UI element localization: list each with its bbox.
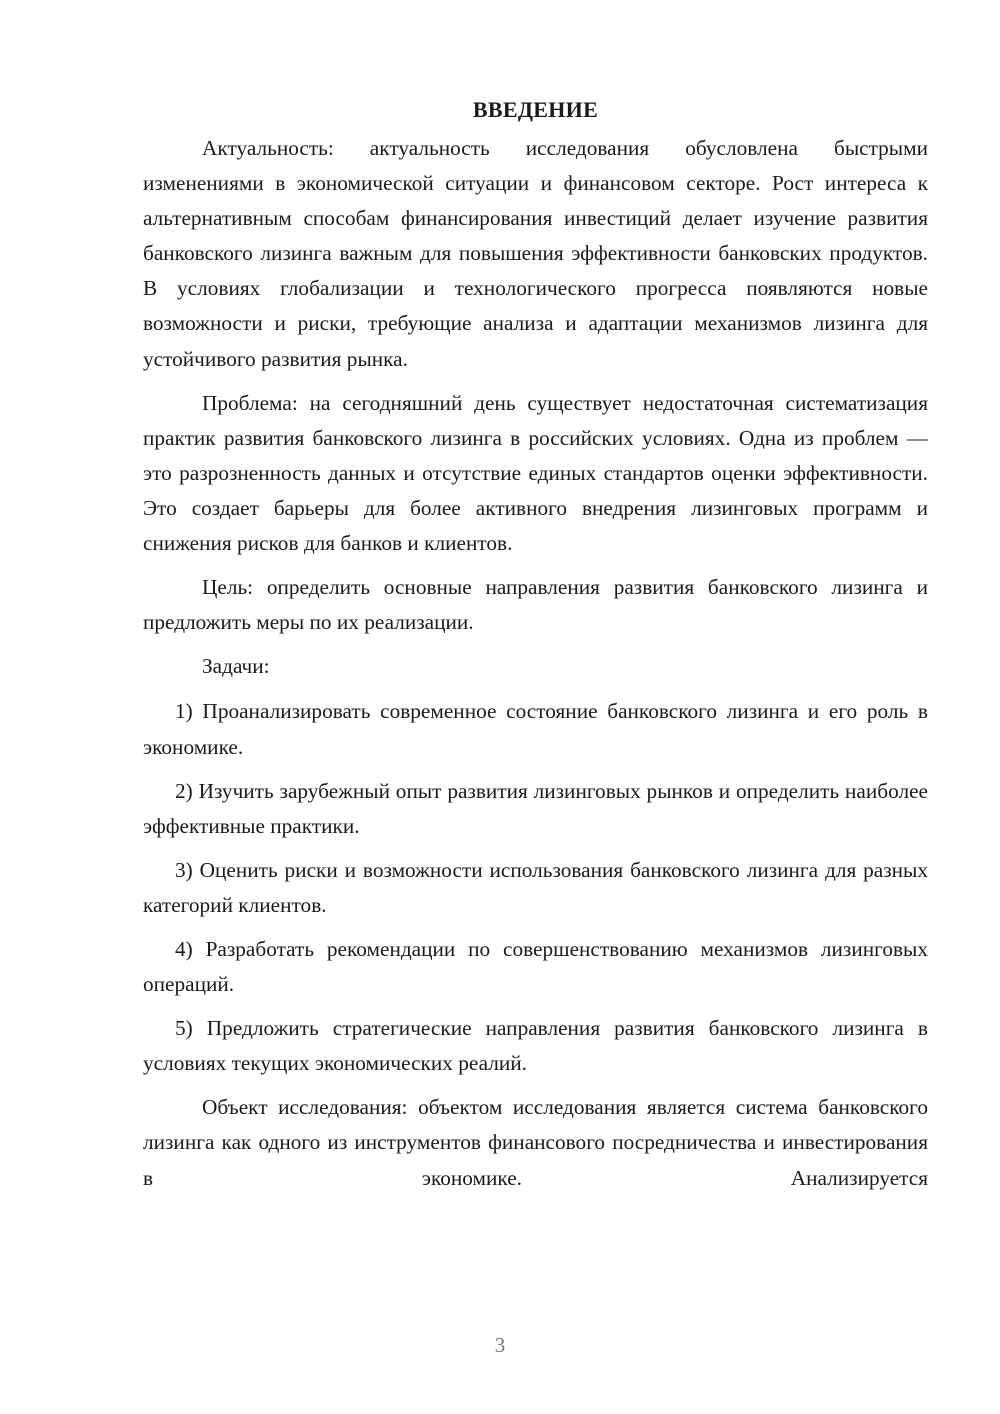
list-item: 4) Разработать рекомендации по совершенствованию механизмов лизинговых операций. bbox=[143, 936, 928, 997]
tasks-label: Задачи: bbox=[202, 654, 270, 679]
relevance-paragraph: Актуальность: актуальность исследования обусловлена быстрыми изменениями в экономической ситуации и финансовом секторе. Рост интереса к альтернативным способам финансирования инвестиций делает изучение развития банковского лизинга важным для повышения эффективности банковских продуктов. В условиях глобализации и технологического прогресса появляются новые возможности и риски, требующие анализа и адаптации механизмов лизинга для устойчивого развития рынка. bbox=[143, 136, 928, 371]
object-paragraph: Объект исследования: объектом исследования является система банковского лизинга как одного из инструментов финансового посредничества и инвестирования в экономике. Анализируется bbox=[143, 1095, 928, 1190]
tasks-list bbox=[143, 694, 928, 1081]
list-item: 1) Проанализировать современное состояние банковского лизинга и его роль в экономике. bbox=[143, 699, 928, 759]
list-item: 3) Оценить риски и возможности использования банковского лизинга для разных категорий клиентов. bbox=[143, 857, 928, 917]
document-page bbox=[143, 92, 928, 1196]
list-item: 2) Изучить зарубежный опыт развития лизинговых рынков и определить наиболее эффективные практики. bbox=[143, 778, 928, 838]
problem-paragraph: Проблема: на сегодняшний день существует недостаточная систематизация практик развития банковского лизинга в российских условиях. Одна из проблем — это разрозненность данных и отсутствие единых стандартов оценки эффективности. Это создает барьеры для более активного внедрения лизинговых программ и снижения рисков для банков и клиентов. bbox=[143, 390, 928, 556]
list-item: 5) Предложить стратегические направления развития банковского лизинга в условиях текущих экономических реалий. bbox=[143, 1016, 928, 1076]
section-heading: ВВЕДЕНИЕ bbox=[472, 97, 599, 122]
page-number: 3 bbox=[494, 1333, 506, 1357]
goal-paragraph: Цель: определить основные направления развития банковского лизинга и предложить меры по их реализации. bbox=[143, 575, 928, 635]
